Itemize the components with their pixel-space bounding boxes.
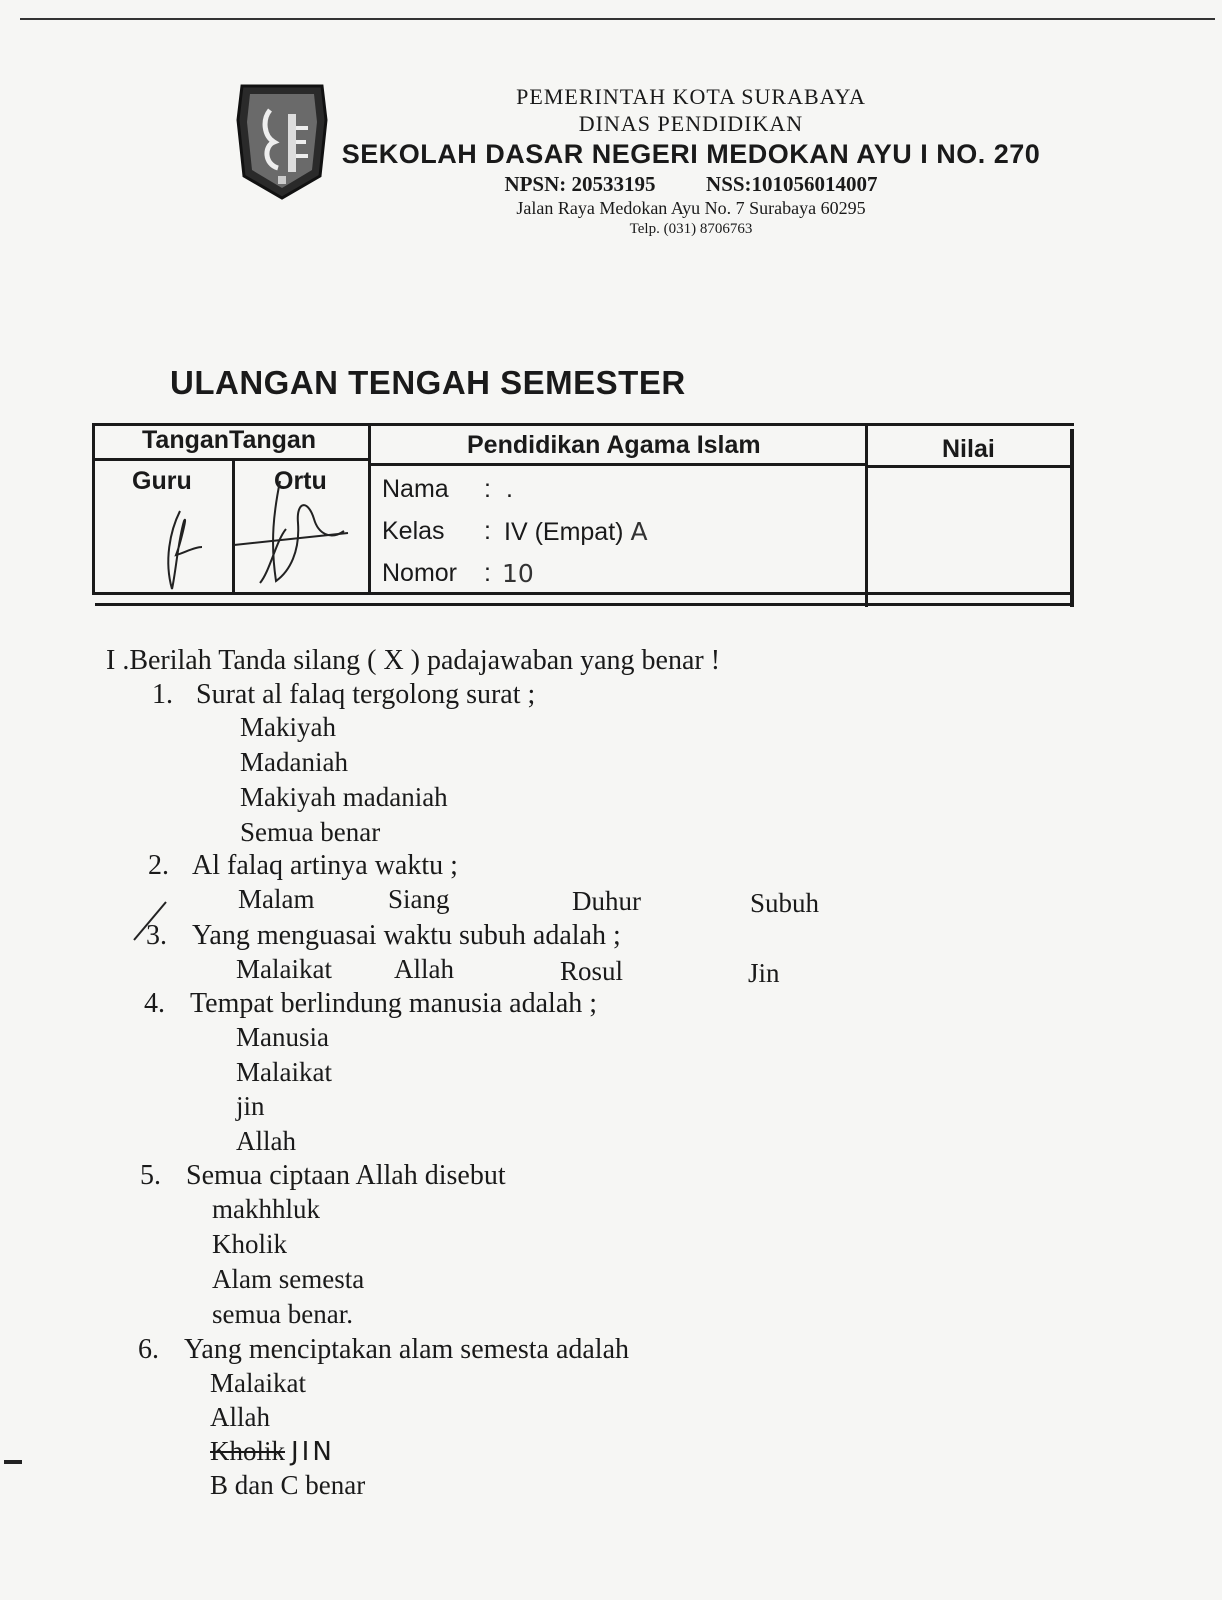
option: Allah <box>236 1126 296 1156</box>
signature-header: TanganTangan <box>142 426 317 454</box>
option: Allah <box>394 954 454 984</box>
option: Madaniah <box>240 747 348 777</box>
option: Rosul <box>560 956 624 986</box>
class-label: Kelas <box>382 517 445 545</box>
option-corrected <box>210 1436 335 1467</box>
nss: NSS:101056014007 <box>706 172 878 196</box>
score-header: Nilai <box>942 435 995 463</box>
option: Makiyah <box>240 712 336 742</box>
question-number: 1. <box>152 679 173 710</box>
option: jin <box>236 1091 265 1121</box>
ortu-label: Ortu <box>274 467 327 495</box>
class-handwritten: A <box>630 517 648 546</box>
option: Jin <box>748 958 780 988</box>
option: Duhur <box>572 886 641 916</box>
number-handwritten: 10 <box>502 559 534 588</box>
struck-option: Kholik <box>210 1436 286 1466</box>
option: Semua benar <box>240 817 381 847</box>
guru-label: Guru <box>132 467 192 495</box>
option: Makiyah madaniah <box>240 782 448 812</box>
question-number: 3. <box>146 920 167 951</box>
option: Malaikat <box>236 1057 332 1087</box>
question-text: Yang menciptakan alam semesta adalah <box>184 1334 630 1365</box>
number-label: Nomor <box>382 559 458 587</box>
question-text: Al falaq artinya waktu ; <box>192 850 458 881</box>
government-line: PEMERINTAH KOTA SURABAYA <box>516 84 866 109</box>
class-colon: : <box>484 517 491 545</box>
option: Manusia <box>236 1022 329 1052</box>
question-number: 4. <box>144 988 165 1019</box>
option: Allah <box>210 1402 270 1432</box>
name-colon: : <box>484 475 491 503</box>
option: Kholik <box>212 1229 288 1259</box>
npsn: NPSN: 20533195 <box>504 172 656 196</box>
option: Subuh <box>750 888 820 918</box>
question-text: Tempat berlindung manusia adalah ; <box>190 988 598 1019</box>
department-line: DINAS PENDIDIKAN <box>578 111 804 136</box>
instruction: I .Berilah Tanda silang ( X ) padajawaban yang benar ! <box>106 645 721 676</box>
question-number: 2. <box>148 850 169 881</box>
question-text: Yang menguasai waktu subuh adalah ; <box>192 920 621 951</box>
option: makhhluk <box>212 1194 320 1224</box>
question-number: 6. <box>138 1334 159 1365</box>
question-text: Surat al falaq tergolong surat ; <box>196 679 536 710</box>
option: semua benar. <box>212 1299 353 1329</box>
option: Malaikat <box>210 1368 306 1398</box>
class-value: IV (Empat) A <box>504 517 648 546</box>
option: B dan C benar <box>210 1470 366 1500</box>
name-value: . <box>506 475 513 503</box>
option: Siang <box>388 884 450 914</box>
question-number: 5. <box>140 1160 161 1191</box>
number-colon: : <box>484 559 491 587</box>
exam-title: ULANGAN TENGAH SEMESTER <box>170 364 686 401</box>
option: Malaikat <box>236 954 332 984</box>
option: Malam <box>238 884 315 914</box>
school-name: SEKOLAH DASAR NEGERI MEDOKAN AYU I NO. 270 <box>341 139 1041 169</box>
question-text: Semua ciptaan Allah disebut <box>186 1160 506 1191</box>
school-address: Jalan Raya Medokan Ayu No. 7 Surabaya 60295 <box>516 198 866 218</box>
option: Alam semesta <box>212 1264 365 1294</box>
handwritten-correction: JIN <box>291 1437 335 1467</box>
name-label: Nama <box>382 475 449 503</box>
subject-title: Pendidikan Agama Islam <box>467 431 761 459</box>
margin-mark <box>4 1460 22 1464</box>
school-phone: Telp. (031) 8706763 <box>629 221 753 237</box>
